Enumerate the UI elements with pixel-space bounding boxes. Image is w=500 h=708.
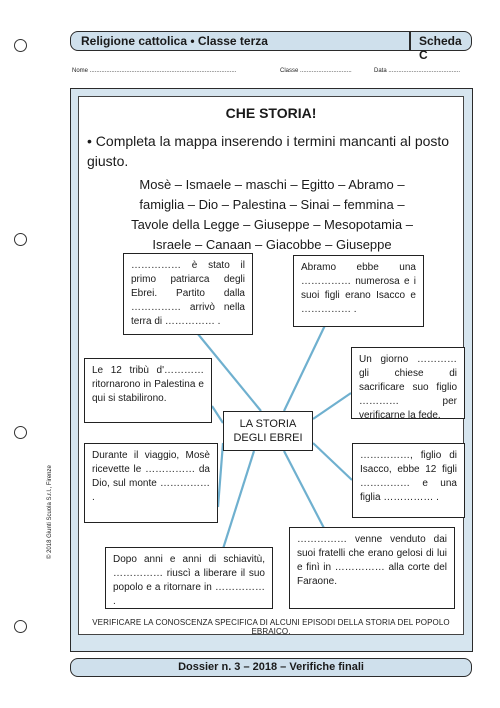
- word-bank-line: Mosè – Ismaele – maschi – Egitto – Abramo –: [139, 177, 405, 192]
- map-box-text: Abramo ebbe una …………… numerosa e i suoi figli erano Isacco e …………… .: [301, 262, 416, 315]
- map-box-giuseppe: [289, 527, 455, 609]
- word-bank-line: Israele – Canaan – Giacobbe – Giuseppe: [152, 237, 392, 252]
- sheet-label: Scheda C: [419, 34, 462, 62]
- map-box-text: Durante il viaggio, Mosè ricevette le …………… da Dio, sul monte …………… .: [92, 450, 210, 503]
- map-box-mose: [84, 443, 218, 523]
- map-box-text: ……………, figlio di Isacco, ebbe 12 figli …………… e una figlia …………… .: [360, 450, 457, 503]
- map-box-tribu: [84, 358, 212, 423]
- instruction-text: • Completa la mappa inserendo i termini mancanti al posto giusto.: [87, 133, 450, 169]
- binder-hole-lower: [14, 426, 27, 439]
- map-box-giacobbe: [352, 443, 465, 518]
- map-box-famiglia: [293, 255, 424, 327]
- connector-line: [313, 393, 351, 419]
- copyright-note: © 2018 Giunti Scuola S.r.l., Firenze: [47, 465, 53, 559]
- objective-note: VERIFICARE LA CONOSCENZA SPECIFICA DI ALCUNI EPISODI DELLA STORIA DEL POPOLO EBRAICO.: [92, 618, 450, 636]
- map-box-text: Un giorno ………… gli chiese di sacrificare suo figlio ………… per verificarne la fede.: [359, 354, 457, 421]
- binder-hole-top: [14, 39, 27, 52]
- map-box-schiavitu: [105, 547, 273, 609]
- footer-bar: Dossier n. 3 – 2018 – Verifiche finali: [70, 658, 472, 677]
- map-box-text: Dopo anni e anni di schiavitù, …………… riuscì a liberare il suo popolo e a ritornare in …………… .: [113, 554, 265, 607]
- date-field[interactable]: Data ...........................................: [374, 68, 461, 74]
- connector-line: [313, 443, 352, 480]
- connector-line: [222, 451, 254, 552]
- connector-line: [284, 451, 326, 532]
- worksheet-panel: [78, 96, 464, 635]
- word-bank-line: famiglia – Dio – Palestina – Sinai – femmina –: [139, 197, 405, 212]
- map-box-sacrificio: [351, 347, 465, 419]
- header-divider: [409, 32, 411, 50]
- worksheet-frame: [47, 88, 473, 652]
- map-box-abramo: [123, 253, 253, 335]
- binder-hole-upper: [14, 233, 27, 246]
- connector-line: [284, 317, 329, 411]
- connector-line: [212, 406, 223, 423]
- map-center-topic: LA STORIA DEGLI EBREI: [223, 411, 313, 451]
- class-field[interactable]: Classe ...............................: [280, 68, 352, 74]
- name-field[interactable]: Nome ........................................................................................: [72, 68, 237, 74]
- binder-hole-bottom: [14, 620, 27, 633]
- exercise-title: CHE STORIA!: [225, 105, 317, 121]
- map-box-text: …………… è stato il primo patriarca degli Ebrei. Partito dalla …………… arrivò nella terra di …………… .: [131, 260, 245, 327]
- subject-title: Religione cattolica • Classe terza: [81, 34, 268, 48]
- word-bank-line: Tavole della Legge – Giuseppe – Mesopotamia –: [131, 217, 413, 232]
- map-box-text: …………… venne venduto dai suoi fratelli che erano gelosi di lui e finì in …………… alla corte del Faraone.: [297, 534, 447, 587]
- map-box-text: Le 12 tribù d'………… ritornarono in Palestina e qui si stabilirono.: [92, 365, 204, 404]
- connector-line: [218, 443, 223, 507]
- header-bar: [70, 31, 472, 62]
